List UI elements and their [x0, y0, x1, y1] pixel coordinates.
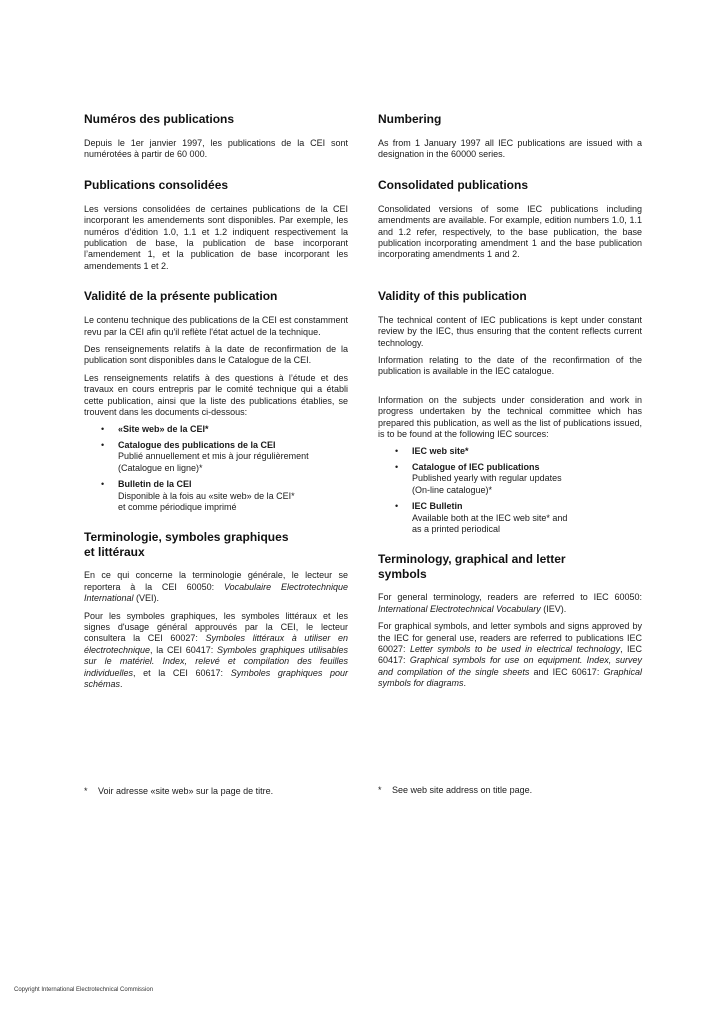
text-numbering-fr: Depuis le 1er janvier 1997, les publications de la CEI sont numérotées à partir de 60 000.	[84, 138, 348, 160]
bullet-line: (Catalogue en ligne)*	[118, 462, 203, 473]
list-item	[84, 479, 348, 513]
bullet-line: Publié annuellement et mis à jour régulièrement	[118, 451, 309, 462]
text-terminology-p2-fr: Pour les symboles graphiques, les symboles littéraux et les signes d'usage général approuvés par la CEI, le lecteur consultera la CEI 60027: Symboles littéraux à utiliser en électrotechnique, la CEI 60417: Symboles graphiques utilisables sur le matériel. Index, relevé et compilation des feuilles individuelles, et la CEI 60617: Symboles graphiques pour schémas.	[84, 610, 348, 689]
bullet-line: Published yearly with regular updates	[412, 473, 562, 484]
text-validity-p3-en: Information on the subjects under consideration and work in progress undertaken by the technical committee which has prepared this publication, as well as the list of publications issued, is to be found at the following IEC sources:	[378, 394, 642, 440]
footnote-text: See web site address on title page.	[392, 785, 533, 795]
text-numbering-en: As from 1 January 1997 all IEC publications are issued with a designation in the 60000 series.	[378, 138, 642, 160]
heading-consolidated-fr: Publications consolidées	[84, 177, 229, 192]
list-item	[378, 446, 642, 457]
footnote-marker: *	[378, 785, 382, 795]
text-validity-p2-en: Information relating to the date of the reconfirmation of the publication is available in the IEC catalogue.	[378, 355, 642, 377]
sources-list-fr	[84, 424, 348, 514]
text-validity-p2-fr: Des renseignements relatifs à la date de reconfirmation de la publication sont disponibles dans le Catalogue de la CEI.	[84, 344, 348, 366]
bullet-line: Disponible à la fois au «site web» de la CEI*	[118, 490, 295, 501]
bullet-icon: •	[101, 423, 105, 434]
bullet-line: et comme périodique imprimé	[118, 501, 237, 512]
heading-terminology-fr	[84, 530, 348, 560]
heading-line: Terminologie, symboles graphiques	[84, 530, 289, 545]
heading-validity-en: Validity of this publication	[378, 288, 527, 303]
text-terminology-p1-fr: En ce qui concerne la terminologie générale, le lecteur se reportera à la CEI 60050: Vocabulaire Electrotechnique International (VEI).	[84, 570, 348, 604]
list-item	[378, 501, 642, 535]
footnote-fr	[84, 786, 273, 797]
heading-validity-fr: Validité de la présente publication	[84, 289, 278, 304]
heading-line: symbols	[378, 567, 427, 582]
list-item	[84, 440, 348, 474]
footnote-text: Voir adresse «site web» sur la page de titre.	[98, 786, 274, 796]
text-consolidated-fr: Les versions consolidées de certaines publications de la CEI incorporant les amendements sont disponibles. Par exemple, les numéros d’édition 1.0, 1.1 et 1.2 indiquent respectivement la publication de base, la publication de base incorporant l’amendement 1, et la publication de base incorporant les amendements 1 et 2.	[84, 203, 348, 271]
bullet-icon: •	[395, 445, 399, 456]
bullet-icon: •	[101, 479, 105, 490]
list-item	[84, 424, 348, 435]
heading-terminology-en	[378, 552, 642, 582]
english-column	[378, 112, 642, 690]
text-terminology-p2-en: For graphical symbols, and letter symbols and signs approved by the IEC for general use, readers are referred to publications IEC 60027: Letter symbols to be used in electrical technology, IEC 60417: Graphical symbols for use on equipment. Index, survey and compilation of the single sheets and IEC 60617: Graphical symbols for diagrams.	[378, 621, 643, 689]
footnote-en	[378, 785, 532, 796]
heading-numbering-fr: Numéros des publications	[84, 112, 235, 126]
sources-list-en	[378, 446, 642, 536]
footnote-marker: *	[84, 786, 88, 796]
bullet-icon: •	[101, 439, 105, 450]
bullet-title: IEC Bulletin	[412, 501, 463, 512]
bullet-line: as a printed periodical	[412, 523, 501, 534]
bullet-icon: •	[395, 501, 399, 512]
heading-consolidated-en: Consolidated publications	[378, 177, 529, 192]
bullet-line: Available both at the IEC web site* and	[412, 512, 568, 523]
copyright-notice: Copyright International Electrotechnical Commission	[14, 987, 154, 993]
bullet-title: Catalogue of IEC publications	[412, 461, 540, 472]
bullet-line: (On-line catalogue)*	[412, 484, 493, 495]
bullet-title: IEC web site*	[412, 445, 469, 456]
bullet-title: Bulletin de la CEI	[118, 479, 192, 490]
bullet-icon: •	[395, 461, 399, 472]
text-consolidated-en: Consolidated versions of some IEC publications including amendments are available. For example, edition numbers 1.0, 1.1 and 1.2 refer, respectively, to the base publication, the base publication incorporating amendment 1 and the base publication incorporating amendments 1 and 2.	[378, 203, 642, 260]
heading-line: Terminology, graphical and letter	[378, 552, 566, 567]
text-validity-p1-en: The technical content of IEC publications is kept under constant review by the IEC, thus ensuring that the content reflects current technology.	[378, 314, 642, 348]
list-item	[378, 462, 642, 496]
text-validity-p1-fr: Le contenu technique des publications de la CEI est constamment revu par la CEI afin qu'il reflète l'état actuel de la technique.	[84, 315, 348, 337]
french-column	[84, 112, 348, 690]
heading-line: et littéraux	[84, 545, 145, 560]
heading-numbering-en: Numbering	[378, 112, 442, 126]
text-terminology-p1-en: For general terminology, readers are referred to IEC 60050: International Electrotechnical Vocabulary (IEV).	[378, 592, 642, 614]
text-validity-p3-fr: Les renseignements relatifs à des questions à l’étude et des travaux en cours entrepris par le comité technique qui a établi cette publication, ainsi que la liste des publications établies, se trouvent dans les documents ci-dessous:	[84, 372, 348, 418]
bullet-title: «Site web» de la CEI*	[118, 423, 209, 434]
bullet-title: Catalogue des publications de la CEI	[118, 439, 276, 450]
